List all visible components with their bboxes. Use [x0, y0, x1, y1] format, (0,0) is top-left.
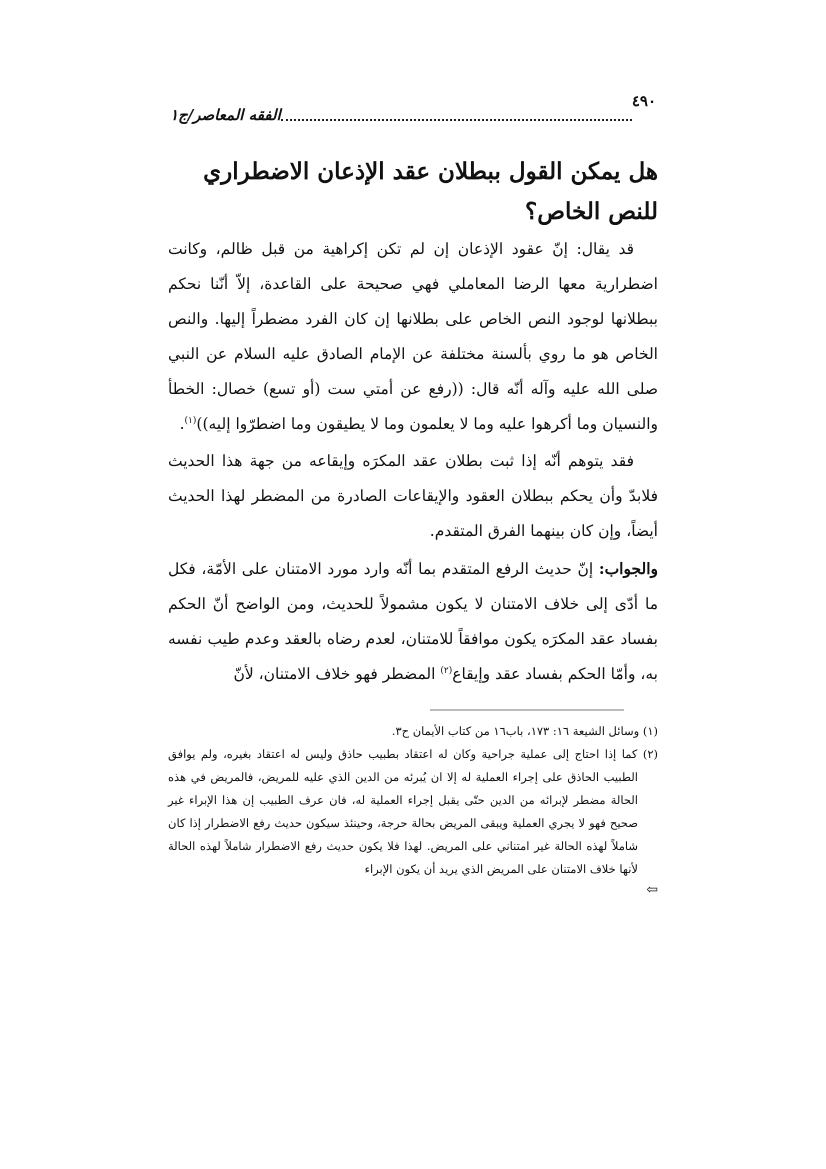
paragraph-text: إنّ حديث الرفع المتقدم بما أنّه وارد مورد الامتنان على الأمّة، فكل ما أدّى إلى خلاف الامتنان لا يكون مشمولاً للحديث، ومن الواضح أنّ الحكم بفساد عقد المكرَه يكون موافقاً للامتنان، لعدم رضاه بالعقد وعدم طيب نفسه به، وأمّا الحكم بفساد عقد وإيقاع [168, 560, 658, 683]
paragraph-tail: . [179, 415, 185, 433]
paragraph-3 [168, 551, 658, 692]
paragraph-2: فقد يتوهم أنّه إذا ثبت بطلان عقد المكرَه وإيقاعه من جهة هذا الحديث فلابدّ وأن يحكم ببطلان العقود والإيقاعات الصادرة من المضطر لهذا الحديث أيضاً، وإن كان بينهما الفرق المتقدم. [168, 452, 658, 540]
footnote-divider [430, 709, 624, 711]
body-text [168, 232, 658, 692]
running-title: الفقه المعاصر/ج١ [170, 106, 281, 124]
continuation-arrow-icon: ⇦ [646, 882, 658, 898]
section-heading: هل يمكن القول ببطلان عقد الإذعان الاضطراري للنص الخاص؟ [203, 158, 658, 225]
dot-leader [281, 118, 632, 121]
paragraph-text: قد يقال: إنّ عقود الإذعان إن لم تكن إكراهية من قبل ظالم، وكانت اضطرارية معها الرضا المعاملي فهي صحيحة على القاعدة، إلاّ أنّنا نحكم ببطلانها لوجود النص الخاص على بطلانها إن كان الفرد مضطراً إليها. والنص الخاص هو ما روي بألسنة مختلفة عن الإمام الصادق عليه السلام عن النبي صلى الله عليه وآله أنّه قال: ((رفع عن أمتي ست (أو تسع) خصال: الخطأ والنسيان وما أكرهوا عليه وما لا يعلمون وما لا يطيقون وما اضطرّوا إليه)) [168, 240, 658, 433]
footnote-1: (١) وسائل الشيعة ١٦: ١٧٣، باب١٦ من كتاب الأيمان ح٣. [391, 724, 658, 738]
paragraph-1 [168, 232, 658, 442]
running-header [168, 92, 658, 124]
answer-lead: والجواب: [598, 559, 658, 578]
footnotes [168, 720, 658, 899]
footnote-2: (٢) كما إذا احتاج إلى عملية جراحية وكان له اعتقاد بطبيب حاذق وليس له اعتقاد بغيره، ولم يوافق الطبيب الحاذق على إجراء العملية له إلا ان يُبرئه من الدين الذي عليه للمريض، فالمريض في هذه الحالة مضطر لإبرائه من الدين حتّى يقبل إجراء العملية له، فان عرف الطبيب إن هذا الإبراء غير صحيح فهو لا يجري العملية ويبقى المريض بحالة حرجة، وحينئذ سيكون حديث رفع الاضطرار إذا كان شاملاً لهذه الحالة غير امتناني على المريض. لهذا فلا يكون حديث رفع الاضطرار شاملاً لهذه الحالة لأنها خلاف الامتنان على المريض الذي يريد أن يكون الإبراء [168, 747, 658, 876]
paragraph-tail: المضطر فهو خلاف الامتنان، لأنّ [233, 665, 441, 683]
page-number: ٤٩٠ [631, 92, 656, 110]
footnote-ref-1[interactable]: (١) [184, 415, 197, 426]
footnote-ref-2[interactable]: (٢) [440, 665, 453, 676]
